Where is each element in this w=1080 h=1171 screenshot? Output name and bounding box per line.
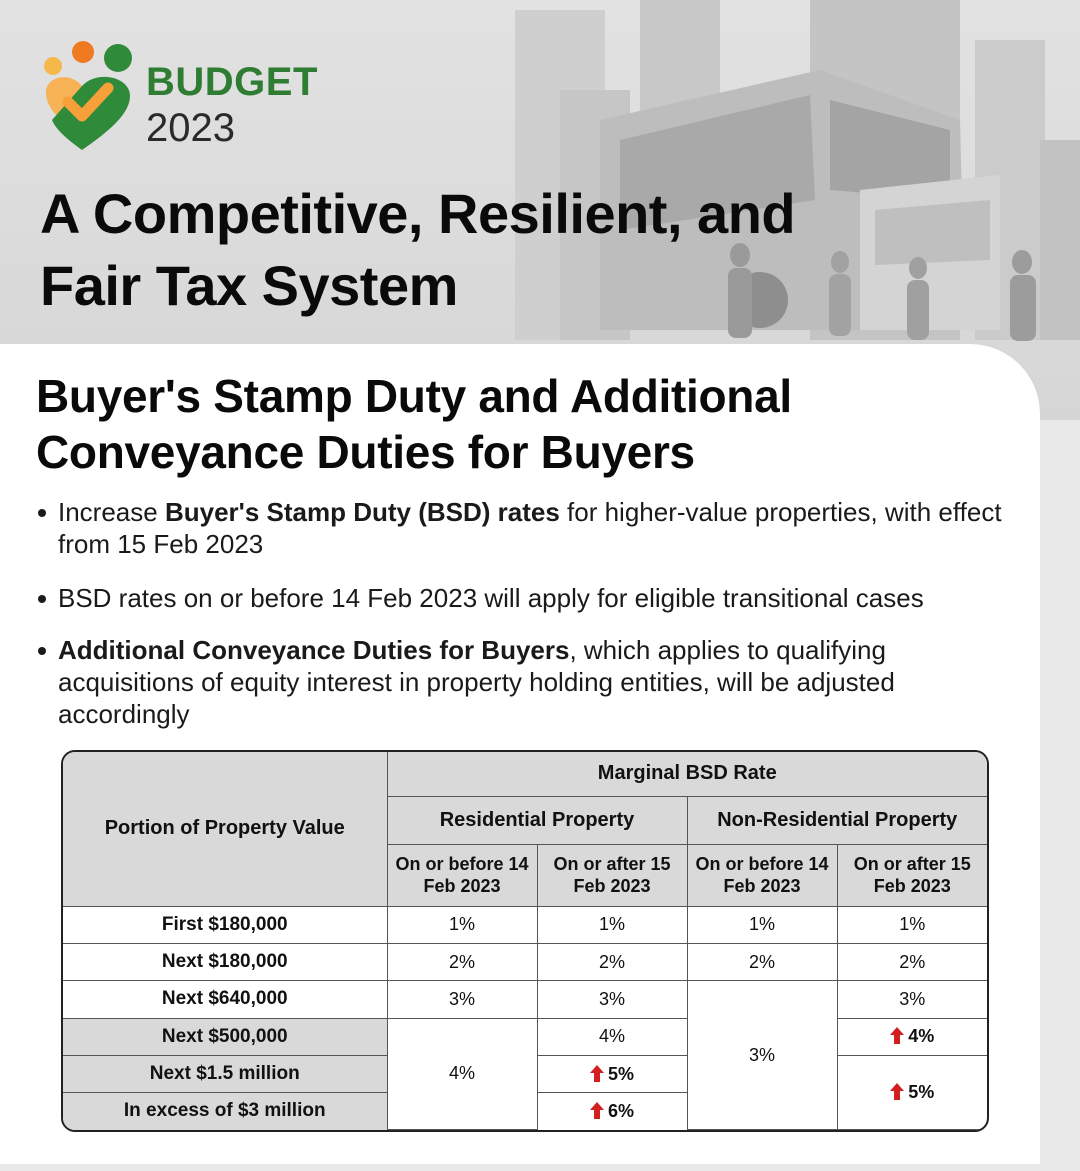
table-row bbox=[63, 981, 987, 1018]
page-title: A Competitive, Resilient, and Fair Tax System bbox=[40, 182, 796, 317]
bsd-rate-table bbox=[61, 750, 989, 1132]
rate-value: 5% bbox=[908, 1082, 935, 1102]
col-header-nonres-before: On or before 14 Feb 2023 bbox=[687, 844, 837, 906]
rate-cell: 3% bbox=[387, 981, 537, 1018]
col-header-non-residential: Non-Residential Property bbox=[687, 796, 987, 844]
bullet-bold-text: Additional Conveyance Duties for Buyers bbox=[58, 635, 570, 665]
rate-cell-increase bbox=[837, 1018, 987, 1055]
section-title: Buyer's Stamp Duty and Additional Conveyance Duties for Buyers bbox=[36, 370, 792, 478]
rate-cell: 4% bbox=[537, 1018, 687, 1055]
row-label: Next $500,000 bbox=[63, 1018, 387, 1055]
bullet-item bbox=[36, 634, 1016, 730]
rate-value: 4% bbox=[908, 1026, 935, 1047]
rate-cell: 1% bbox=[687, 906, 837, 943]
table-row bbox=[63, 1018, 987, 1055]
col-header-res-after: On or after 15 Feb 2023 bbox=[537, 844, 687, 906]
row-label: Next $1.5 million bbox=[63, 1056, 387, 1093]
table-row bbox=[63, 943, 987, 980]
bullet-item bbox=[36, 582, 1016, 614]
rate-cell: 2% bbox=[387, 943, 537, 980]
rate-value: 6% bbox=[607, 1100, 634, 1121]
up-arrow-icon bbox=[890, 1027, 904, 1044]
bullet-text: BSD rates on or before 14 Feb 2023 will apply for eligible transitional cases bbox=[58, 583, 924, 613]
logo-budget-text: BUDGET bbox=[146, 60, 318, 104]
rate-value: 5% bbox=[607, 1063, 634, 1084]
col-header-portion: Portion of Property Value bbox=[63, 752, 387, 906]
rate-cell: 1% bbox=[837, 906, 987, 943]
row-label: Next $180,000 bbox=[63, 943, 387, 980]
col-header-nonres-after: On or after 15 Feb 2023 bbox=[837, 844, 987, 906]
bullet-list bbox=[36, 496, 1016, 730]
rate-cell-increase bbox=[837, 1056, 987, 1130]
bullet-item bbox=[36, 496, 1016, 560]
rate-cell: 4% bbox=[387, 1018, 537, 1129]
up-arrow-icon bbox=[590, 1065, 604, 1082]
rate-cell: 2% bbox=[537, 943, 687, 980]
rate-cell: 3% bbox=[537, 981, 687, 1018]
rate-cell: 2% bbox=[837, 943, 987, 980]
bullet-text: Increase bbox=[58, 497, 165, 527]
rate-cell: 3% bbox=[687, 981, 837, 1130]
up-arrow-icon bbox=[890, 1083, 904, 1100]
bullet-text: , which applies to qualifying acquisitions of equity interest in property holding entities, will be adjusted accordingly bbox=[58, 635, 895, 729]
budget-logo-icon bbox=[38, 40, 138, 152]
rate-cell: 3% bbox=[837, 981, 987, 1018]
rate-cell-increase bbox=[537, 1056, 687, 1093]
up-arrow-icon bbox=[590, 1102, 604, 1119]
col-header-marginal-rate: Marginal BSD Rate bbox=[387, 752, 987, 796]
row-label: First $180,000 bbox=[63, 906, 387, 943]
rate-cell: 1% bbox=[537, 906, 687, 943]
row-label: Next $640,000 bbox=[63, 981, 387, 1018]
bullet-bold-text: Buyer's Stamp Duty (BSD) rates bbox=[164, 497, 560, 527]
bullet-text: for higher-value properties, with effect from 15 Feb 2023 bbox=[58, 497, 1002, 559]
row-label: In excess of $3 million bbox=[63, 1093, 387, 1130]
rate-cell: 2% bbox=[687, 943, 837, 980]
col-header-res-before: On or before 14 Feb 2023 bbox=[387, 844, 537, 906]
table-row bbox=[63, 906, 987, 943]
col-header-residential: Residential Property bbox=[387, 796, 687, 844]
rate-cell: 1% bbox=[387, 906, 537, 943]
rate-cell-increase bbox=[537, 1093, 687, 1130]
logo-year-text: 2023 bbox=[146, 106, 235, 150]
